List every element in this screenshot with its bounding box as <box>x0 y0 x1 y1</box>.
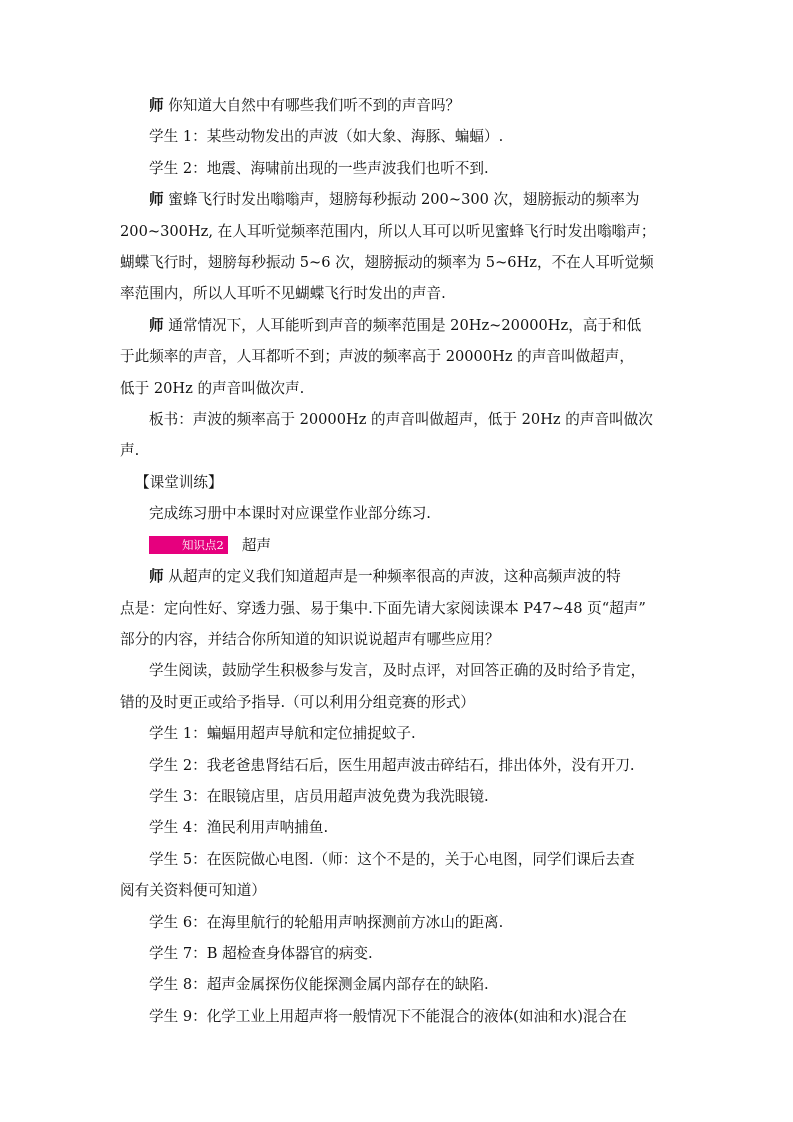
line: 声. <box>120 442 140 460</box>
student-answer-4: 学生 4：渔民利用声呐捕鱼. <box>149 819 329 837</box>
line: 蝴蝶飞行时，翅膀每秒振动 5~6 次，翅膀振动的频率为 5~6Hz，不在人耳听觉频 <box>120 254 654 272</box>
speaker-label: 师 <box>149 97 164 114</box>
section-heading-classroom-practice: 【课堂训练】 <box>135 473 223 491</box>
student-answer-3: 学生 3：在眼镜店里，店员用超声波免费为我洗眼镜. <box>149 787 489 805</box>
speaker-label: 师 <box>149 568 164 586</box>
student-answer-2: 学生 2：我老爸患肾结石后，医生用超声波击碎结石，排出体外，没有开刀. <box>149 756 635 774</box>
line: 从超声的定义我们知道超声是一种频率很高的声波，这种高频声波的特 <box>168 568 621 586</box>
paragraph-blackboard <box>120 404 675 467</box>
paragraph-teacher-ultrasound <box>120 561 675 655</box>
line: 通常情况下，人耳能听到声音的频率范围是 20Hz~20000Hz，高于和低 <box>168 316 642 334</box>
line: 部分的内容，并结合你所知道的知识说说超声有哪些应用？ <box>120 630 500 648</box>
student-answer-6: 学生 6：在海里航行的轮船用声呐探测前方冰山的距离. <box>149 913 504 931</box>
student-answer-8: 学生 8：超声金属探伤仪能探测金属内部存在的缺陷. <box>149 976 489 994</box>
student-answer-2: 学生 2：地震、海啸前出现的一些声波我们也听不到. <box>149 159 489 177</box>
line: 低于 20Hz 的声音叫做次声. <box>120 379 305 397</box>
line: 点是：定向性好、穿透力强、易于集中.下面先请大家阅读课本 P47~48 页“超声” <box>120 599 646 617</box>
knowledge-point-tag: 知识点2 <box>149 536 228 554</box>
line: 于此频率的声音，人耳都听不到；声波的频率高于 20000Hz 的声音叫做超声， <box>120 348 634 366</box>
knowledge-point-heading <box>120 530 675 561</box>
paragraph-teacher-bees <box>120 184 675 310</box>
speaker-label: 师 <box>149 316 164 334</box>
line: 学生 5：在医院做心电图.（师：这个不是的，关于心电图，同学们课后去查 <box>149 850 635 868</box>
student-answer-7: 学生 7：B 超检查身体器官的病变. <box>149 944 373 962</box>
knowledge-point-title: 超声 <box>241 536 272 554</box>
student-answer-1: 学生 1：某些动物发出的声波（如大象、海豚、蝙蝠）. <box>149 128 504 146</box>
line: 学生阅读，鼓励学生积极参与发言，及时点评，对回答正确的及时给予肯定， <box>149 662 646 680</box>
student-answer-1: 学生 1：蝙蝠用超声导航和定位捕捉蚊子. <box>149 725 416 743</box>
paragraph-teacher-range <box>120 310 675 404</box>
line: 率范围内，所以人耳听不见蝴蝶飞行时发出的声音. <box>120 285 446 303</box>
line: 板书：声波的频率高于 20000Hz 的声音叫做超声，低于 20Hz 的声音叫做次 <box>149 411 653 429</box>
student-answer-5 <box>120 844 675 907</box>
line: 阅有关资料便可知道） <box>120 882 266 900</box>
paragraph-student-reading <box>120 655 675 718</box>
student-answer-9: 学生 9：化学工业上用超声将一般情况下不能混合的液体(如油和水)混合在 <box>149 1007 627 1025</box>
document-page <box>120 90 675 1032</box>
line: 蜜蜂飞行时发出嗡嗡声，翅膀每秒振动 200~300 次，翅膀振动的频率为 <box>168 191 640 209</box>
paragraph-teacher-question <box>120 90 675 121</box>
practice-instruction: 完成练习册中本课时对应课堂作业部分练习. <box>149 505 431 523</box>
speaker-label: 师 <box>149 191 164 209</box>
line: 错的及时更正或给予指导.（可以利用分组竞赛的形式） <box>120 693 475 711</box>
line: 200~300Hz, 在人耳听觉频率范围内，所以人耳可以听见蜜蜂飞行时发出嗡嗡声； <box>120 222 656 240</box>
paragraph-text: 你知道大自然中有哪些我们听不到的声音吗？ <box>168 97 461 114</box>
